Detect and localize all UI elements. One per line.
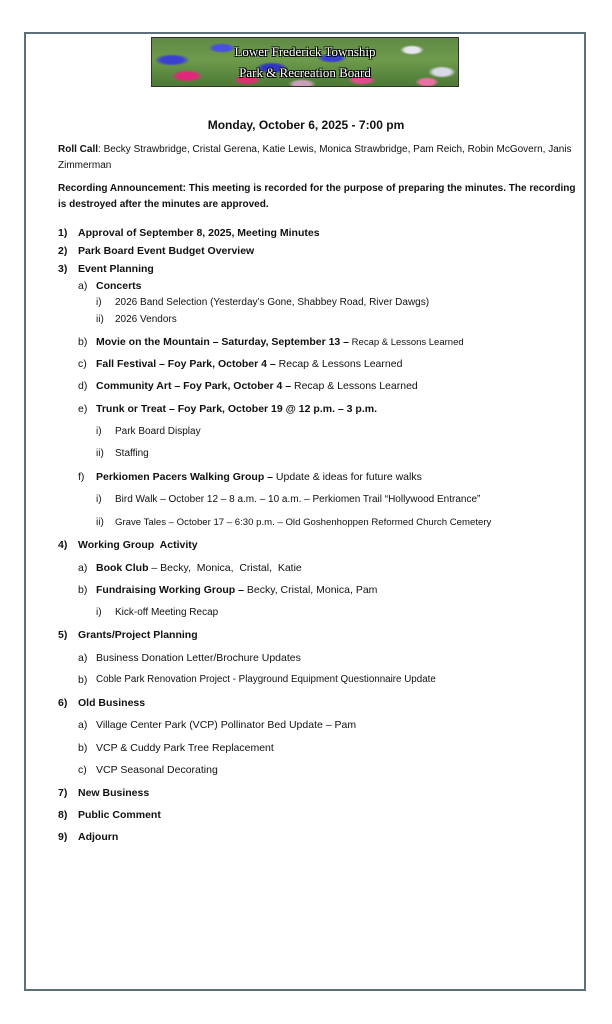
item-letter: a) bbox=[78, 652, 88, 664]
item-letter: b) bbox=[78, 584, 88, 596]
item-letter: a) bbox=[78, 562, 88, 574]
item-text: Park Board Event Budget Overview bbox=[78, 245, 255, 257]
item-letter: c) bbox=[78, 764, 87, 776]
item-number: 1) bbox=[58, 227, 68, 239]
item-number: 4) bbox=[58, 539, 68, 551]
item-number: 6) bbox=[58, 697, 68, 709]
page-border bbox=[24, 32, 586, 991]
item-text: Grants/Project Planning bbox=[78, 629, 198, 641]
item-bold-text: Movie on the Mountain – Saturday, September 13 – bbox=[96, 336, 350, 348]
item-text: Grave Tales – October 17 – 6:30 p.m. – Old Goshenhoppen Reformed Church Cemetery bbox=[115, 517, 492, 528]
item-number: 9) bbox=[58, 831, 68, 843]
banner-title-line1: Lower Frederick Township bbox=[234, 44, 376, 59]
item-number: 7) bbox=[58, 787, 68, 799]
item-rest-text: – Becky, Monica, Cristal, Katie bbox=[148, 562, 302, 574]
item-letter: e) bbox=[78, 403, 88, 415]
item-bold-text: Trunk or Treat – Foy Park, October 19 @ 12 p.m. – 3 p.m. bbox=[96, 403, 378, 415]
item-text: Public Comment bbox=[78, 809, 161, 821]
item-number: 2) bbox=[58, 245, 68, 257]
item-roman: i) bbox=[96, 297, 102, 308]
banner-title-line2: Park & Recreation Board bbox=[239, 65, 371, 80]
roll-call-label: Roll Call bbox=[58, 144, 99, 155]
item-text: New Business bbox=[78, 787, 150, 799]
meeting-date: Monday, October 6, 2025 - 7:00 pm bbox=[207, 118, 405, 132]
item-text bbox=[96, 358, 402, 370]
item-text: Event Planning bbox=[78, 263, 154, 275]
item-roman: i) bbox=[96, 607, 102, 618]
item-letter: b) bbox=[78, 674, 88, 686]
item-text bbox=[96, 280, 142, 292]
item-letter: a) bbox=[78, 719, 88, 731]
item-bold-text: Community Art – Foy Park, October 4 – bbox=[96, 380, 292, 392]
item-text: Village Center Park (VCP) Pollinator Bed Update – Pam bbox=[96, 719, 357, 731]
item-text bbox=[96, 471, 422, 483]
item-roman: i) bbox=[96, 426, 102, 437]
item-letter: d) bbox=[78, 380, 88, 392]
item-number: 3) bbox=[58, 263, 68, 275]
item-roman: i) bbox=[96, 494, 102, 505]
item-letter: b) bbox=[78, 742, 88, 754]
item-rest-text: Recap & Lessons Learned bbox=[349, 337, 464, 348]
item-roman: ii) bbox=[96, 448, 104, 459]
item-roman: ii) bbox=[96, 314, 104, 325]
item-text: Working Group Activity bbox=[78, 539, 198, 551]
item-bold-text: Fundraising Working Group – bbox=[96, 584, 244, 596]
item-text: VCP & Cuddy Park Tree Replacement bbox=[96, 742, 274, 754]
item-rest-text: Recap & Lessons Learned bbox=[291, 380, 418, 392]
item-number: 8) bbox=[58, 809, 68, 821]
item-text: Coble Park Renovation Project - Playground Equipment Questionnaire Update bbox=[96, 674, 436, 685]
item-text: Park Board Display bbox=[115, 426, 201, 437]
item-bold-text: Concerts bbox=[96, 280, 142, 292]
recording-announcement: Recording Announcement: This meeting is recorded for the purpose of preparing the minutes. The recording is destroyed after the minutes are approved. bbox=[58, 183, 576, 210]
item-bold-text: Fall Festival – Foy Park, October 4 – bbox=[96, 358, 276, 370]
item-number: 5) bbox=[58, 629, 68, 641]
item-text bbox=[96, 336, 464, 348]
item-bold-text: Book Club bbox=[96, 562, 149, 574]
item-bold-text: Perkiomen Pacers Walking Group – bbox=[96, 471, 274, 483]
item-text: Adjourn bbox=[78, 831, 119, 843]
header-banner-image bbox=[151, 37, 459, 87]
item-text: Old Business bbox=[78, 697, 146, 709]
item-text: Kick-off Meeting Recap bbox=[115, 607, 219, 618]
item-text bbox=[96, 584, 377, 596]
item-text: Business Donation Letter/Brochure Updates bbox=[96, 652, 301, 664]
item-letter: f) bbox=[78, 471, 85, 483]
item-text: Staffing bbox=[115, 448, 149, 459]
item-roman: ii) bbox=[96, 517, 104, 528]
item-letter: a) bbox=[78, 280, 88, 292]
item-rest-text: Update & ideas for future walks bbox=[273, 471, 422, 483]
item-rest-text: Recap & Lessons Learned bbox=[275, 358, 403, 370]
roll-call-names: : Becky Strawbridge, Cristal Gerena, Katie Lewis, Monica Strawbridge, Pam Reich, Robin McGovern, Janis Zimmerman bbox=[58, 144, 572, 171]
item-text: VCP Seasonal Decorating bbox=[96, 764, 218, 776]
item-text: 2026 Vendors bbox=[115, 314, 177, 325]
item-text bbox=[96, 562, 302, 574]
item-text bbox=[96, 380, 418, 392]
item-text: Bird Walk – October 12 – 8 a.m. – 10 a.m. – Perkiomen Trail “Hollywood Entrance” bbox=[115, 494, 481, 505]
item-letter: c) bbox=[78, 358, 87, 370]
item-letter: b) bbox=[78, 336, 88, 348]
item-rest-text: Becky, Cristal, Monica, Pam bbox=[243, 584, 378, 596]
item-text bbox=[96, 403, 377, 415]
roll-call bbox=[58, 142, 578, 174]
item-text: Approval of September 8, 2025, Meeting Minutes bbox=[78, 227, 320, 239]
item-text: 2026 Band Selection (Yesterday’s Gone, Shabbey Road, River Dawgs) bbox=[115, 297, 430, 308]
